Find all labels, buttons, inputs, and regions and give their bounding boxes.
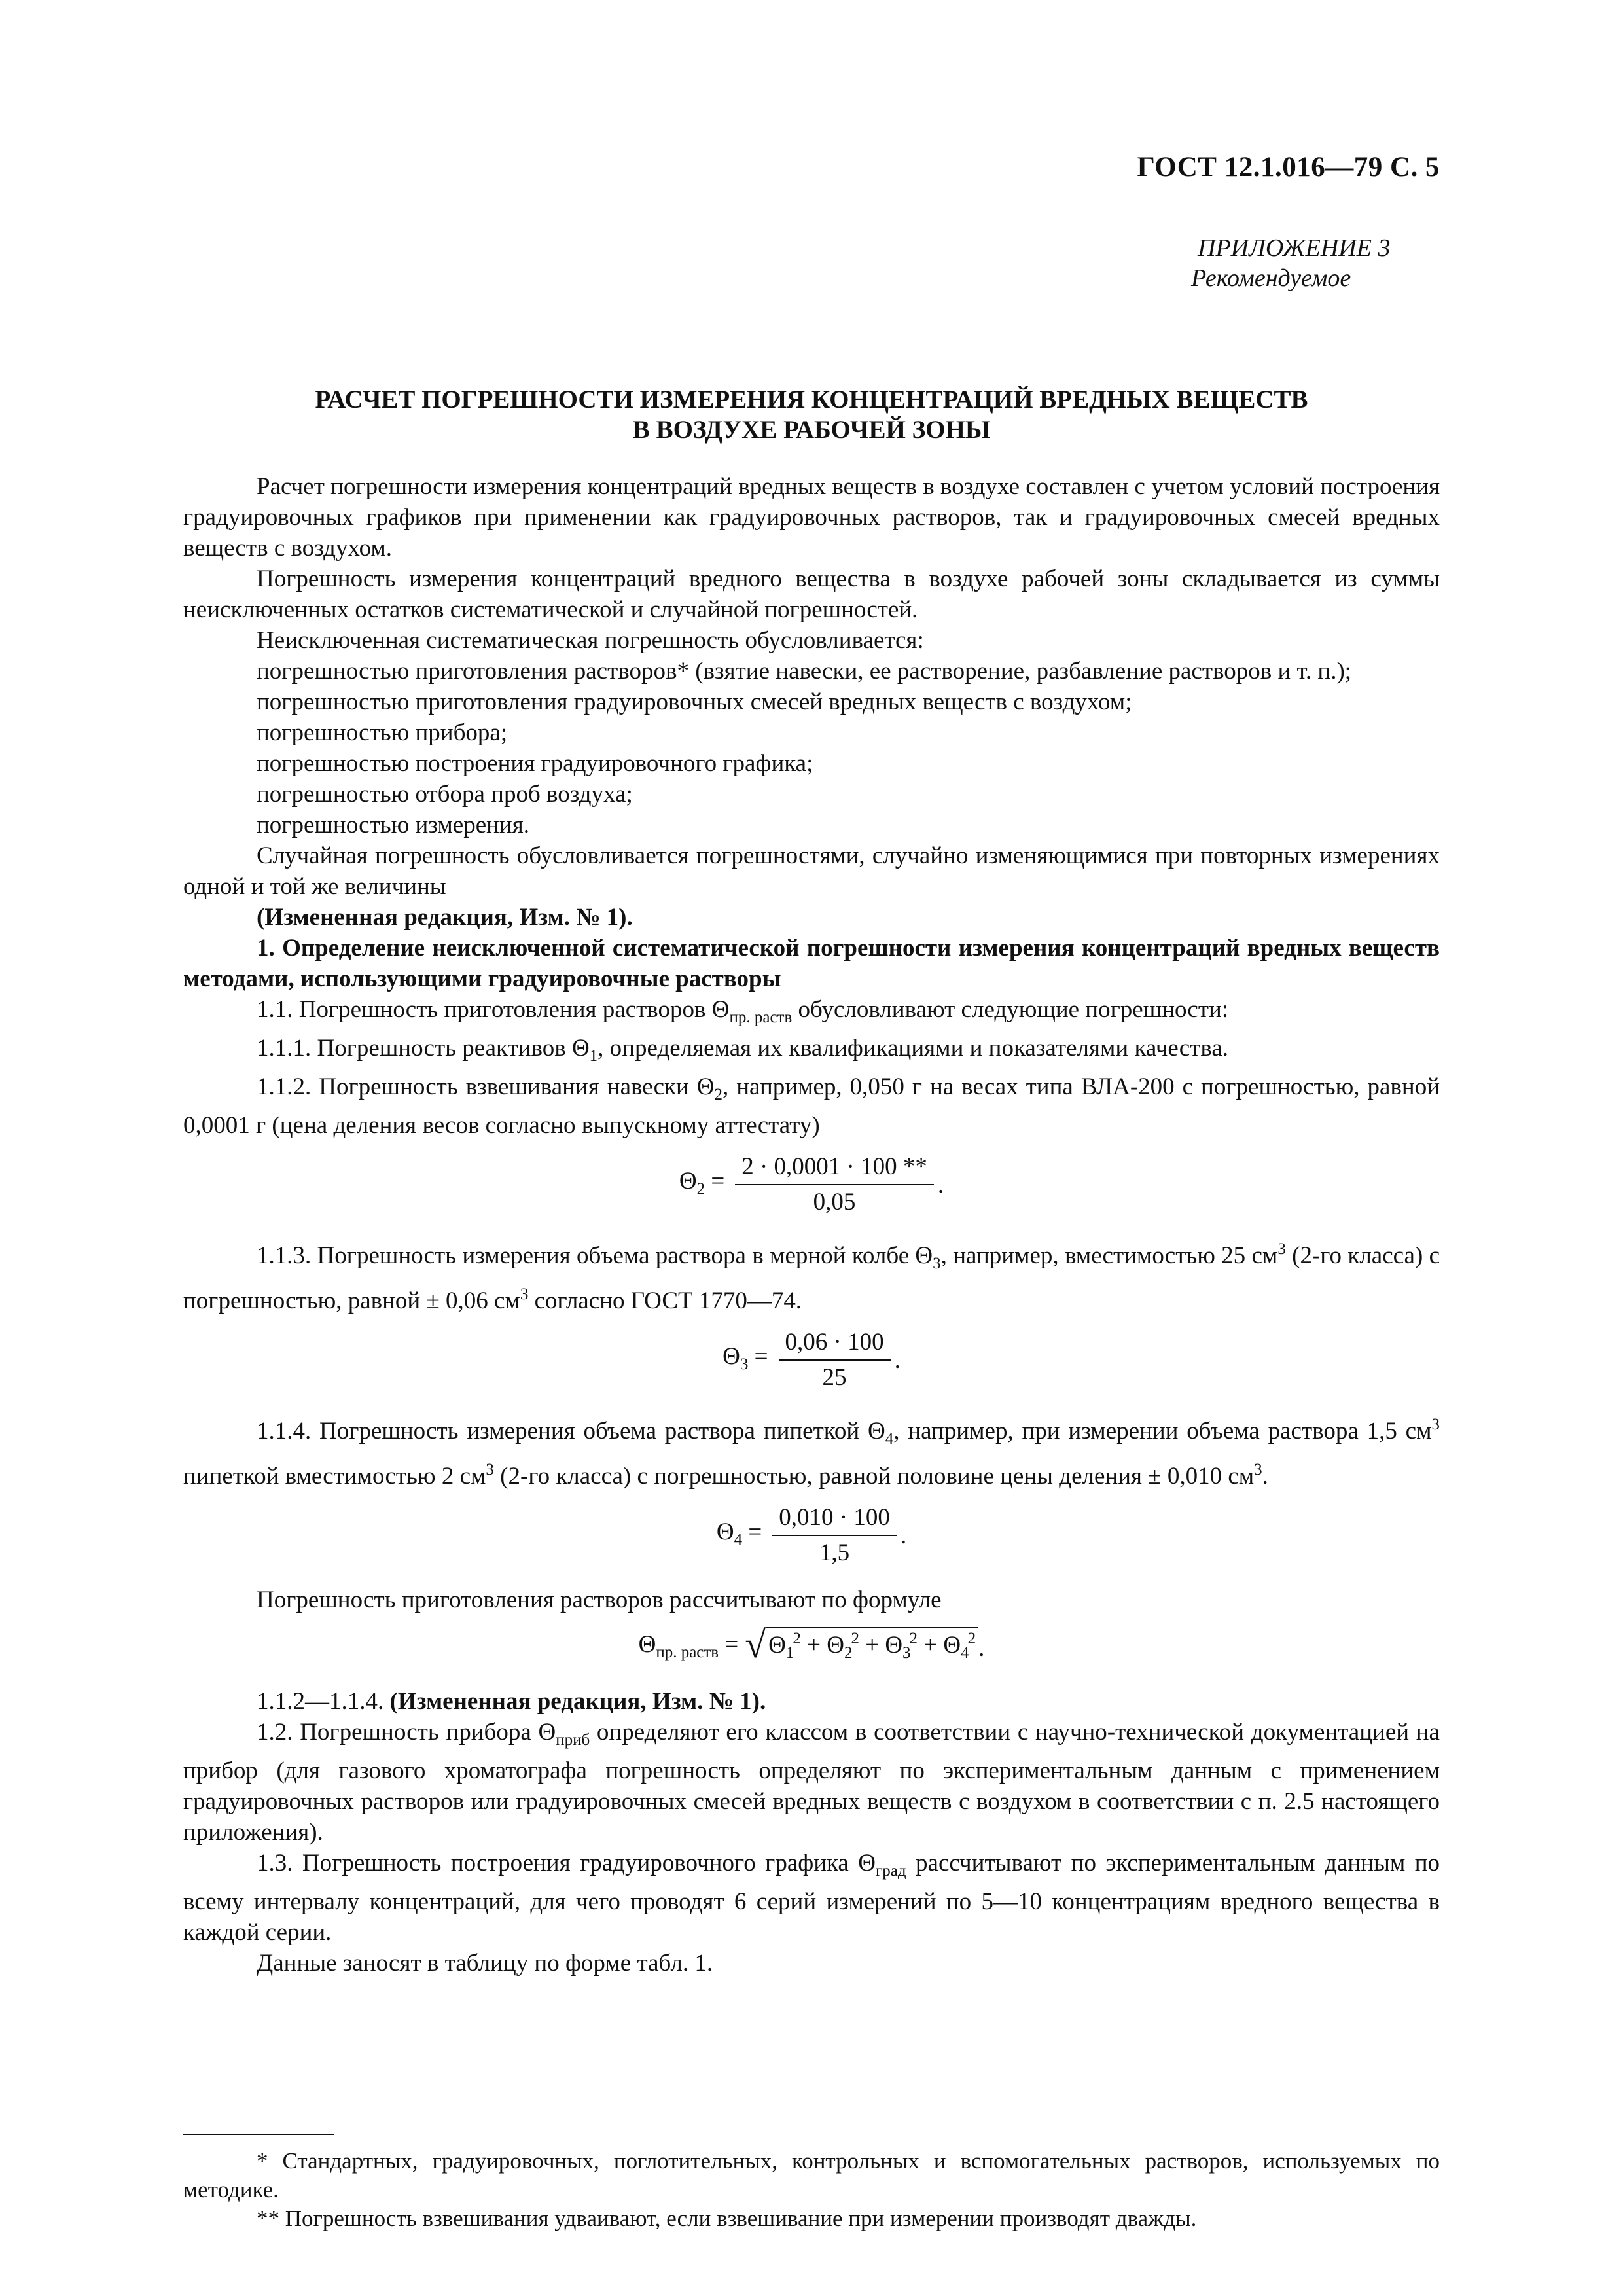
list-item: погрешностью построения градуировочного графика; <box>257 750 813 777</box>
clause-1-2: 1.2. Погрешность прибора $\Theta_{приб}$ определяют его классом в соответствии с научно-технической документацией на прибор (для газового хроматографа погрешность определяют по экспериментальным данным с применением градуировочных растворов или градуировочных смесей вредных веществ с воздухом в соответствии с п. 2.5 настоящего приложения). <box>183 1719 1440 1846</box>
list-item: погрешностью приготовления растворов* (взятие навески, ее растворение, разбавление растворов и т. п.); <box>257 658 1352 685</box>
paragraph: Расчет погрешности измерения концентраций вредных веществ в воздухе составлен с учетом условий построения градуировочных графиков при применении как градуировочных растворов, так и градуировочных смесей вредных веществ с воздухом. <box>183 473 1440 562</box>
square-root: √ $\Theta_1^2 + \Theta_2^2 + \Theta_3^2 + \Theta_4^2$ <box>745 1627 978 1669</box>
formula-numerator: 0,010 · 100 <box>772 1503 897 1536</box>
footnote-2: ** Погрешность взвешивания удваивают, если взвешивание при измерении производят дважды. <box>257 2206 1197 2231</box>
formula-numerator: 2 · 0,0001 · 100 ** <box>735 1153 934 1185</box>
clause-1-1-3: 1.1.3. Погрешность измерения объема раствора в мерной колбе $\Theta_3$, например, вместимостью 25 $см^3$ (2-го класса) с погрешностью, равной ± 0,06 $см^3$ согласно ГОСТ 1770—74. <box>183 1240 1440 1314</box>
list-item: погрешностью измерения. <box>257 812 529 838</box>
document-page <box>183 0 1440 2296</box>
paragraph: Погрешность приготовления растворов рассчитывают по формуле <box>257 1587 942 1613</box>
section-heading: 1. Определение неисключенной систематической погрешности измерения концентраций вредных веществ методами, использующими градуировочные растворы <box>183 935 1440 992</box>
appendix-label <box>1165 233 1440 293</box>
appendix-subtitle: Рекомендуемое <box>1191 264 1351 292</box>
paragraph: Погрешность измерения концентраций вредного вещества в воздухе рабочей зоны складывается из суммы неисключенных остатков систематической и случайной погрешностей. <box>183 565 1440 623</box>
amendment-note: (Измененная редакция, Изм. № 1). <box>257 904 633 931</box>
formula-theta-solutions: $\Theta_{пр. раств}$ = √ $\Theta_1^2 + \Theta_2^2 + \Theta_3^2 + \Theta_4^2$ . <box>183 1627 1440 1669</box>
paragraph: Случайная погрешность обусловливается погрешностями, случайно изменяющимися при повторных измерениях одной и той же величины <box>183 842 1440 900</box>
formula-denominator: 1,5 <box>819 1539 850 1566</box>
formula-theta-4: $\Theta_4$ = $\frac{0,010 \cdot 100}{1,5}$ . <box>716 1504 907 1566</box>
document-body <box>183 471 1440 1979</box>
footnote-1: * Стандартных, градуировочных, поглотительных, контрольных и вспомогательных растворов, используемых по методике. <box>183 2148 1440 2202</box>
page-header: ГОСТ 12.1.016—79 С. 5 <box>1137 152 1440 183</box>
appendix-title: ПРИЛОЖЕНИЕ 3 <box>1198 234 1391 262</box>
footnotes <box>183 2147 1440 2233</box>
formula-theta-3: $\Theta_3$ = $\frac{0,06 \cdot 100}{25}$ . <box>722 1329 901 1391</box>
paragraph: Неисключенная систематическая погрешность обусловливается: <box>257 627 924 654</box>
title-line-1: РАСЧЕТ ПОГРЕШНОСТИ ИЗМЕРЕНИЯ КОНЦЕНТРАЦИЙ ВРЕДНЫХ ВЕЩЕСТВ <box>315 386 1308 414</box>
clause-1-1-4: 1.1.4. Погрешность измерения объема раствора пипеткой $\Theta_4$, например, при измерении объема раствора 1,5 $см^3$ пипеткой вместимостью 2 $см^3$ (2-го класса) с погрешностью, равной половине цены деления ± 0,010 $см^3$. <box>183 1416 1440 1490</box>
clause-1-1-2: 1.1.2. Погрешность взвешивания навески $\Theta_2$, например, 0,050 г на весах типа ВЛА-200 с погрешностью, равной 0,0001 г (цена деления весов согласно выпускному аттестату) <box>183 1073 1440 1139</box>
clause-1-1-1: 1.1.1. Погрешность реактивов $\Theta_1$, определяемая их квалификациями и показателями качества. <box>257 1035 1228 1065</box>
paragraph: Данные заносят в таблицу по форме табл. 1. <box>257 1950 713 1977</box>
list-item: погрешностью прибора; <box>257 719 508 746</box>
title-line-2: В ВОЗДУХЕ РАБОЧЕЙ ЗОНЫ <box>632 416 991 444</box>
formula-theta-2: $\Theta_2$ = $\frac{2 \cdot 0,0001 \cdot 100 **}{0,05}$ . <box>679 1153 944 1215</box>
document-title <box>183 385 1440 445</box>
formula-numerator: 0,06 · 100 <box>779 1328 891 1361</box>
list-item: погрешностью приготовления градуировочных смесей вредных веществ с воздухом; <box>257 689 1132 715</box>
formula-denominator: 0,05 <box>813 1189 856 1215</box>
footnote-separator <box>183 2134 334 2135</box>
clause-1-3: 1.3. Погрешность построения градуировочного графика $\Theta_{град}$ рассчитывают по экспериментальным данным по всему интервалу концентраций, для чего проводят 6 серий измерений по 5—10 концентрациям вредного вещества в каждой серии. <box>183 1850 1440 1946</box>
clause-1-1: 1.1. Погрешность приготовления растворов $\Theta_{пр. раств}$ обусловливают следующие погрешности: <box>257 996 1229 1026</box>
list-item: погрешностью отбора проб воздуха; <box>257 781 633 808</box>
amendment-note: 1.1.2—1.1.4. (Измененная редакция, Изм. № 1). <box>257 1688 766 1715</box>
formula-denominator: 25 <box>822 1364 847 1391</box>
